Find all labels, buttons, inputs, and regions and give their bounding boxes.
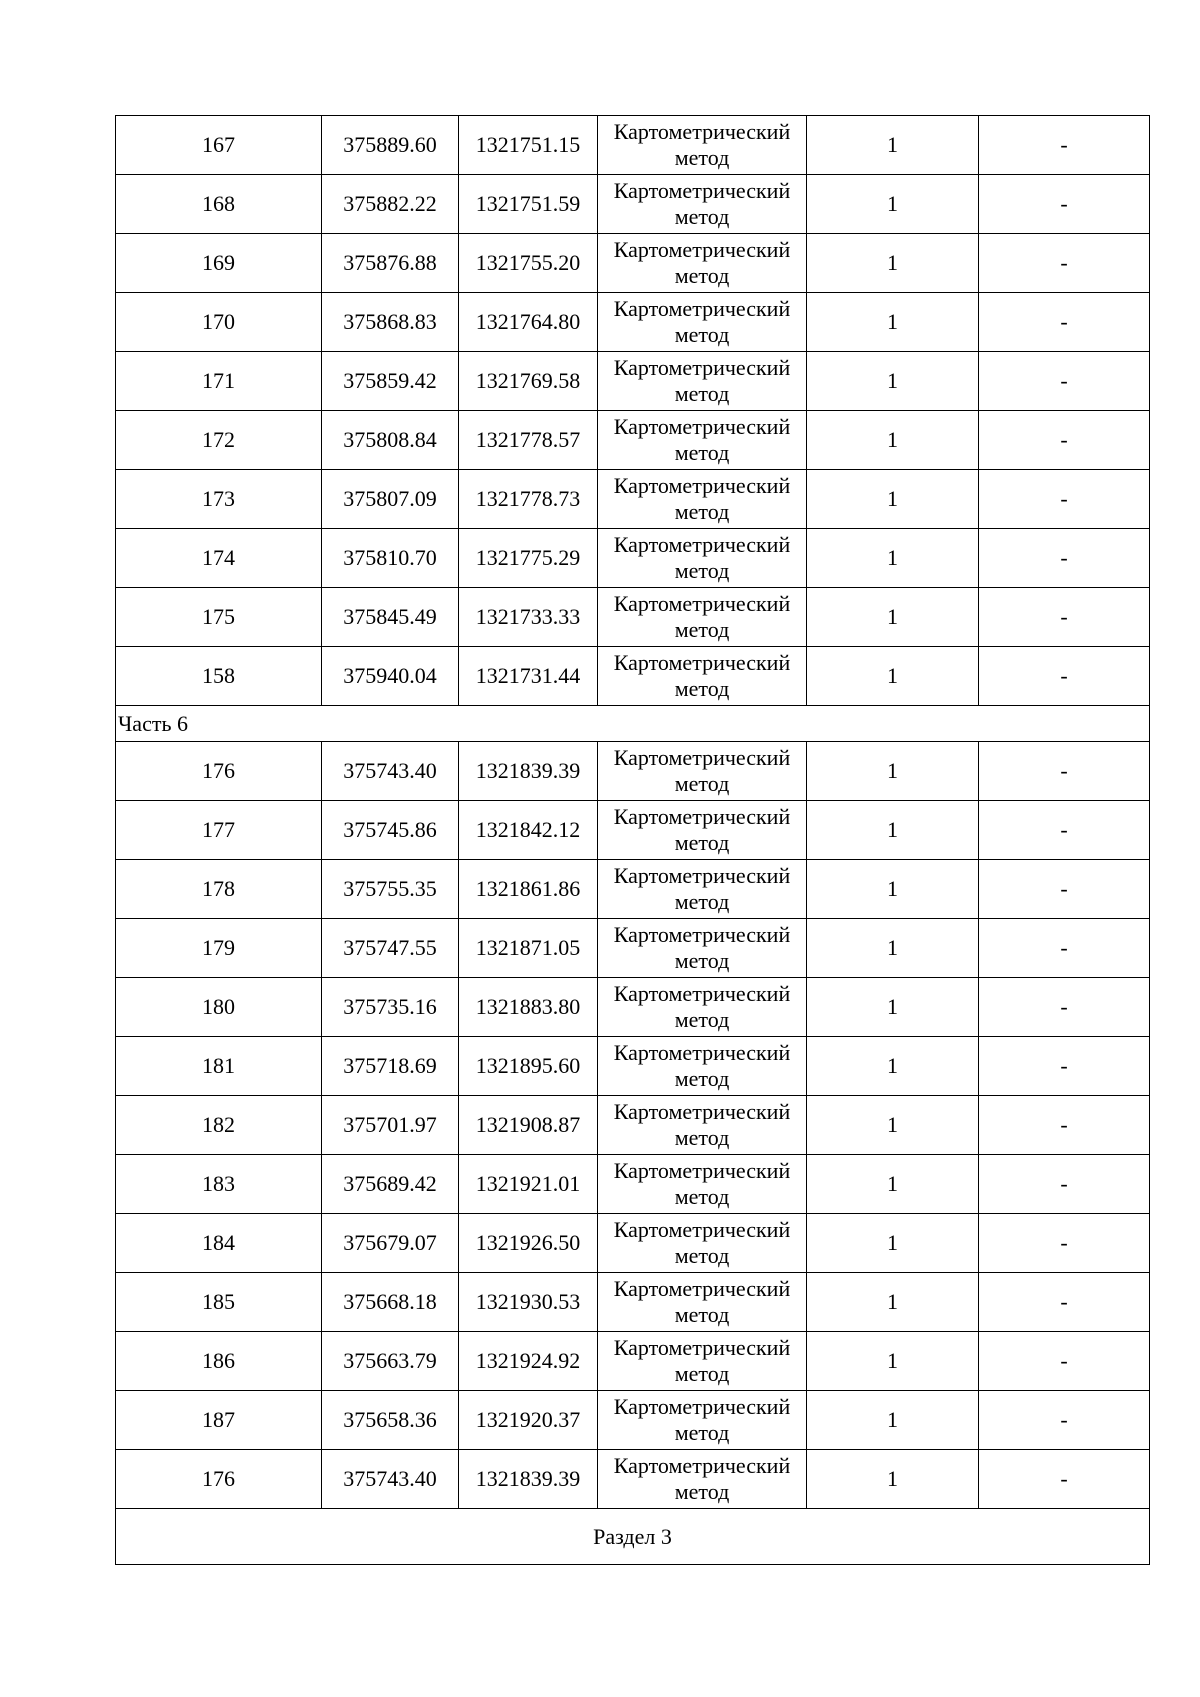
description-cell: - — [979, 1096, 1150, 1155]
point-number-cell: 174 — [116, 529, 322, 588]
y-coordinate-cell: 1321924.92 — [459, 1332, 598, 1391]
method-cell — [598, 1155, 807, 1214]
x-coordinate-cell: 375743.40 — [322, 742, 459, 801]
x-coordinate-cell: 375689.42 — [322, 1155, 459, 1214]
table-row — [116, 742, 1150, 801]
point-number-cell: 167 — [116, 116, 322, 175]
table-row — [116, 352, 1150, 411]
y-coordinate-cell: 1321775.29 — [459, 529, 598, 588]
point-number-cell: 176 — [116, 742, 322, 801]
point-number-cell: 171 — [116, 352, 322, 411]
method-cell — [598, 411, 807, 470]
point-number-cell: 186 — [116, 1332, 322, 1391]
method-text: Картометрический метод — [613, 745, 791, 796]
method-cell — [598, 647, 807, 706]
description-cell: - — [979, 470, 1150, 529]
method-text: Картометрический метод — [613, 119, 791, 170]
y-coordinate-cell: 1321764.80 — [459, 293, 598, 352]
x-coordinate-cell: 375718.69 — [322, 1037, 459, 1096]
section-header-row — [116, 1509, 1150, 1565]
table-row — [116, 978, 1150, 1037]
table-row — [116, 470, 1150, 529]
method-cell — [598, 919, 807, 978]
point-number-cell: 172 — [116, 411, 322, 470]
x-coordinate-cell: 375807.09 — [322, 470, 459, 529]
point-number-cell: 183 — [116, 1155, 322, 1214]
description-cell: - — [979, 1273, 1150, 1332]
y-coordinate-cell: 1321895.60 — [459, 1037, 598, 1096]
x-coordinate-cell: 375876.88 — [322, 234, 459, 293]
point-number-cell: 176 — [116, 1450, 322, 1509]
y-coordinate-cell: 1321839.39 — [459, 742, 598, 801]
table-row — [116, 175, 1150, 234]
y-coordinate-cell: 1321920.37 — [459, 1391, 598, 1450]
accuracy-cell: 1 — [807, 1332, 979, 1391]
point-number-cell: 168 — [116, 175, 322, 234]
y-coordinate-cell: 1321755.20 — [459, 234, 598, 293]
method-text: Картометрический метод — [613, 178, 791, 229]
method-cell — [598, 1214, 807, 1273]
point-number-cell: 181 — [116, 1037, 322, 1096]
description-cell: - — [979, 1391, 1150, 1450]
table-row — [116, 1037, 1150, 1096]
accuracy-cell: 1 — [807, 1450, 979, 1509]
description-cell: - — [979, 293, 1150, 352]
x-coordinate-cell: 375745.86 — [322, 801, 459, 860]
method-cell — [598, 1332, 807, 1391]
point-number-cell: 170 — [116, 293, 322, 352]
point-number-cell: 178 — [116, 860, 322, 919]
x-coordinate-cell: 375868.83 — [322, 293, 459, 352]
y-coordinate-cell: 1321930.53 — [459, 1273, 598, 1332]
method-text: Картометрический метод — [613, 532, 791, 583]
y-coordinate-cell: 1321871.05 — [459, 919, 598, 978]
table-row — [116, 1214, 1150, 1273]
x-coordinate-cell: 375668.18 — [322, 1273, 459, 1332]
accuracy-cell: 1 — [807, 411, 979, 470]
method-text: Картометрический метод — [613, 1453, 791, 1504]
point-number-cell: 173 — [116, 470, 322, 529]
coordinates-table-body — [116, 116, 1150, 1565]
method-text: Картометрический метод — [613, 804, 791, 855]
accuracy-cell: 1 — [807, 470, 979, 529]
x-coordinate-cell: 375701.97 — [322, 1096, 459, 1155]
method-cell — [598, 801, 807, 860]
x-coordinate-cell: 375845.49 — [322, 588, 459, 647]
table-row — [116, 588, 1150, 647]
description-cell: - — [979, 1450, 1150, 1509]
accuracy-cell: 1 — [807, 801, 979, 860]
accuracy-cell: 1 — [807, 175, 979, 234]
description-cell: - — [979, 1332, 1150, 1391]
method-text: Картометрический метод — [613, 1394, 791, 1445]
point-number-cell: 179 — [116, 919, 322, 978]
accuracy-cell: 1 — [807, 529, 979, 588]
method-text: Картометрический метод — [613, 1335, 791, 1386]
accuracy-cell: 1 — [807, 1096, 979, 1155]
description-cell: - — [979, 647, 1150, 706]
x-coordinate-cell: 375663.79 — [322, 1332, 459, 1391]
method-text: Картометрический метод — [613, 981, 791, 1032]
x-coordinate-cell: 375735.16 — [322, 978, 459, 1037]
method-cell — [598, 742, 807, 801]
description-cell: - — [979, 1155, 1150, 1214]
method-cell — [598, 352, 807, 411]
point-number-cell: 184 — [116, 1214, 322, 1273]
y-coordinate-cell: 1321751.59 — [459, 175, 598, 234]
y-coordinate-cell: 1321733.33 — [459, 588, 598, 647]
method-text: Картометрический метод — [613, 1099, 791, 1150]
method-cell — [598, 1391, 807, 1450]
accuracy-cell: 1 — [807, 1155, 979, 1214]
method-cell — [598, 293, 807, 352]
description-cell: - — [979, 860, 1150, 919]
method-cell — [598, 1273, 807, 1332]
point-number-cell: 169 — [116, 234, 322, 293]
table-row — [116, 647, 1150, 706]
method-text: Картометрический метод — [613, 922, 791, 973]
table-row — [116, 1273, 1150, 1332]
table-row — [116, 801, 1150, 860]
method-cell — [598, 116, 807, 175]
method-cell — [598, 175, 807, 234]
table-row — [116, 1332, 1150, 1391]
accuracy-cell: 1 — [807, 1391, 979, 1450]
description-cell: - — [979, 234, 1150, 293]
x-coordinate-cell: 375755.35 — [322, 860, 459, 919]
y-coordinate-cell: 1321778.73 — [459, 470, 598, 529]
x-coordinate-cell: 375658.36 — [322, 1391, 459, 1450]
method-text: Картометрический метод — [613, 237, 791, 288]
description-cell: - — [979, 411, 1150, 470]
y-coordinate-cell: 1321769.58 — [459, 352, 598, 411]
x-coordinate-cell: 375940.04 — [322, 647, 459, 706]
description-cell: - — [979, 742, 1150, 801]
accuracy-cell: 1 — [807, 860, 979, 919]
point-number-cell: 187 — [116, 1391, 322, 1450]
method-cell — [598, 978, 807, 1037]
x-coordinate-cell: 375889.60 — [322, 116, 459, 175]
description-cell: - — [979, 1037, 1150, 1096]
table-row — [116, 293, 1150, 352]
y-coordinate-cell: 1321921.01 — [459, 1155, 598, 1214]
y-coordinate-cell: 1321778.57 — [459, 411, 598, 470]
method-cell — [598, 1450, 807, 1509]
description-cell: - — [979, 175, 1150, 234]
y-coordinate-cell: 1321731.44 — [459, 647, 598, 706]
description-cell: - — [979, 919, 1150, 978]
accuracy-cell: 1 — [807, 234, 979, 293]
x-coordinate-cell: 375679.07 — [322, 1214, 459, 1273]
description-cell: - — [979, 978, 1150, 1037]
method-cell — [598, 529, 807, 588]
method-cell — [598, 470, 807, 529]
table-row — [116, 1096, 1150, 1155]
y-coordinate-cell: 1321842.12 — [459, 801, 598, 860]
x-coordinate-cell: 375808.84 — [322, 411, 459, 470]
x-coordinate-cell: 375859.42 — [322, 352, 459, 411]
table-row — [116, 529, 1150, 588]
point-number-cell: 185 — [116, 1273, 322, 1332]
y-coordinate-cell: 1321751.15 — [459, 116, 598, 175]
table-row — [116, 411, 1150, 470]
method-text: Картометрический метод — [613, 863, 791, 914]
accuracy-cell: 1 — [807, 588, 979, 647]
point-number-cell: 182 — [116, 1096, 322, 1155]
accuracy-cell: 1 — [807, 742, 979, 801]
coordinates-table — [115, 115, 1150, 1565]
x-coordinate-cell: 375747.55 — [322, 919, 459, 978]
accuracy-cell: 1 — [807, 116, 979, 175]
accuracy-cell: 1 — [807, 978, 979, 1037]
method-text: Картометрический метод — [613, 650, 791, 701]
accuracy-cell: 1 — [807, 647, 979, 706]
method-text: Картометрический метод — [613, 473, 791, 524]
point-number-cell: 175 — [116, 588, 322, 647]
method-cell — [598, 588, 807, 647]
x-coordinate-cell: 375882.22 — [322, 175, 459, 234]
method-text: Картометрический метод — [613, 355, 791, 406]
y-coordinate-cell: 1321908.87 — [459, 1096, 598, 1155]
table-row — [116, 234, 1150, 293]
y-coordinate-cell: 1321861.86 — [459, 860, 598, 919]
point-number-cell: 177 — [116, 801, 322, 860]
method-text: Картометрический метод — [613, 296, 791, 347]
accuracy-cell: 1 — [807, 352, 979, 411]
accuracy-cell: 1 — [807, 1273, 979, 1332]
part-header-row — [116, 706, 1150, 742]
description-cell: - — [979, 1214, 1150, 1273]
y-coordinate-cell: 1321839.39 — [459, 1450, 598, 1509]
table-row — [116, 1450, 1150, 1509]
table-row — [116, 116, 1150, 175]
method-text: Картометрический метод — [613, 1158, 791, 1209]
y-coordinate-cell: 1321926.50 — [459, 1214, 598, 1273]
description-cell: - — [979, 116, 1150, 175]
x-coordinate-cell: 375810.70 — [322, 529, 459, 588]
method-cell — [598, 234, 807, 293]
accuracy-cell: 1 — [807, 1214, 979, 1273]
part-label: Часть 6 — [116, 706, 1150, 742]
method-cell — [598, 1096, 807, 1155]
accuracy-cell: 1 — [807, 919, 979, 978]
method-cell — [598, 860, 807, 919]
description-cell: - — [979, 801, 1150, 860]
section-label: Раздел 3 — [116, 1509, 1150, 1565]
method-text: Картометрический метод — [613, 1276, 791, 1327]
table-row — [116, 1155, 1150, 1214]
table-row — [116, 1391, 1150, 1450]
x-coordinate-cell: 375743.40 — [322, 1450, 459, 1509]
method-cell — [598, 1037, 807, 1096]
table-row — [116, 860, 1150, 919]
method-text: Картометрический метод — [613, 591, 791, 642]
point-number-cell: 158 — [116, 647, 322, 706]
description-cell: - — [979, 529, 1150, 588]
description-cell: - — [979, 588, 1150, 647]
method-text: Картометрический метод — [613, 1217, 791, 1268]
method-text: Картометрический метод — [613, 1040, 791, 1091]
table-row — [116, 919, 1150, 978]
description-cell: - — [979, 352, 1150, 411]
accuracy-cell: 1 — [807, 1037, 979, 1096]
y-coordinate-cell: 1321883.80 — [459, 978, 598, 1037]
method-text: Картометрический метод — [613, 414, 791, 465]
accuracy-cell: 1 — [807, 293, 979, 352]
point-number-cell: 180 — [116, 978, 322, 1037]
